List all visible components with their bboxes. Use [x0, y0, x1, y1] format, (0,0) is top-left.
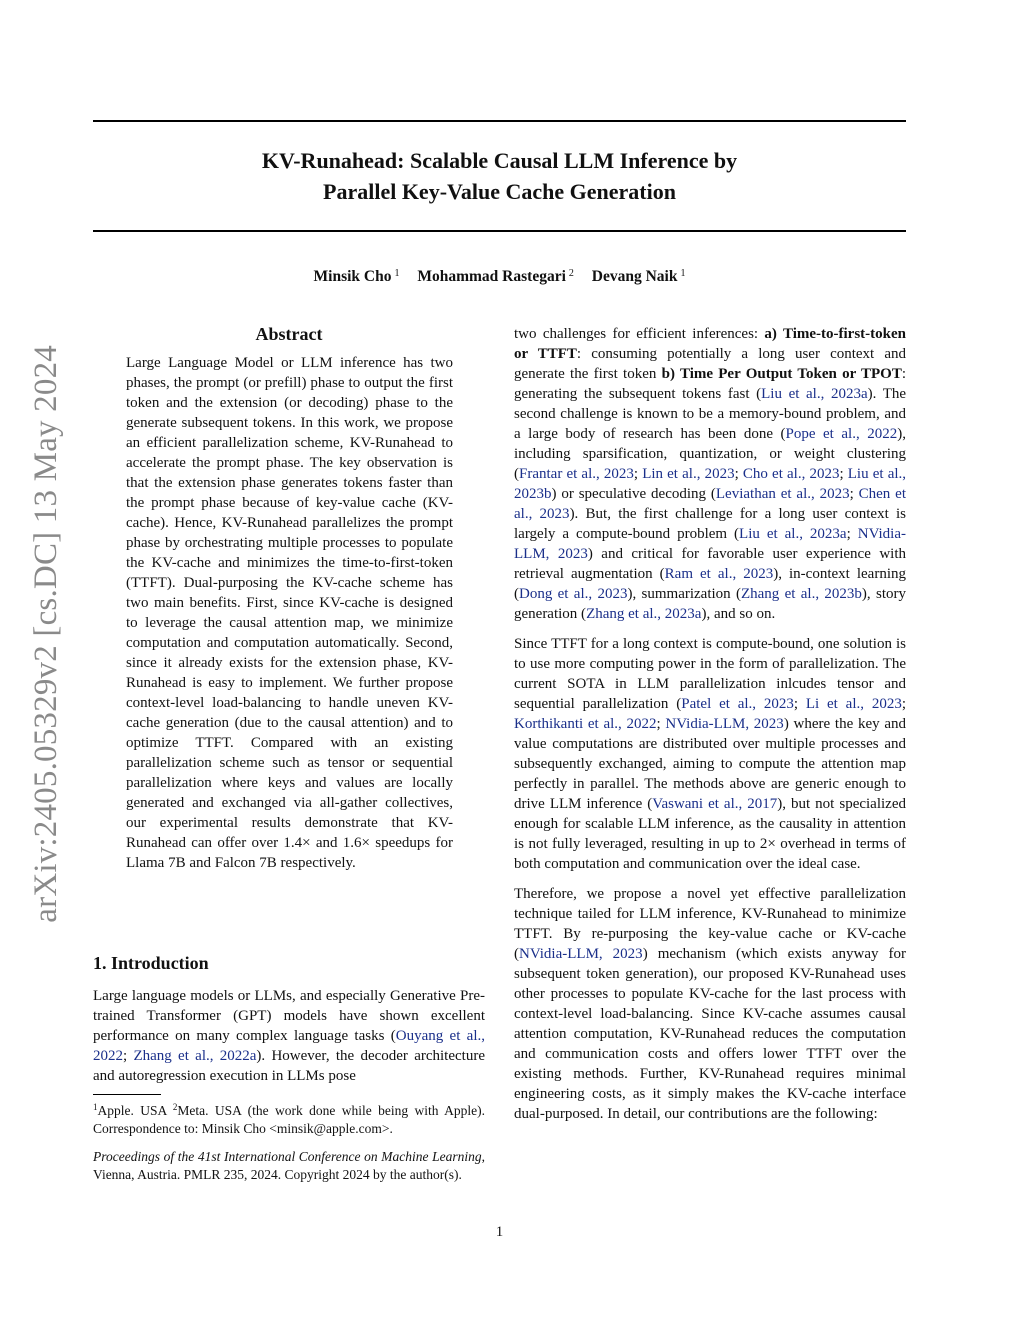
intro-paragraph: Large language models or LLMs, and especially Generative Pre-trained Transformer (GPT) models have shown excellent performance on many complex language tasks (Ouyang et al., 2022; Zhang et al., 2022a). However, the decoder architecture and autoregression execution in LLMs pose	[93, 988, 486, 1084]
right-column	[514, 324, 906, 1134]
citation-link[interactable]: Pope et al., 2022	[785, 426, 898, 442]
footnote-rule	[93, 1094, 161, 1095]
citation-link[interactable]: Cho et al., 2023	[742, 466, 840, 482]
citation-link[interactable]: Zhang et al., 2022a	[133, 1048, 257, 1064]
citation-link[interactable]: Ouyang et al., 2022	[93, 1028, 486, 1064]
title-top-rule	[93, 120, 906, 122]
proceedings-note: Proceedings of the 41st International Conference on Machine Learning, Vienna, Austria. PMLR 235, 2024. Copyright 2024 by the author(s).	[93, 1149, 485, 1182]
citation-link[interactable]: Liu et al., 2023b	[514, 466, 907, 502]
citation-link[interactable]: Vaswani et al., 2017	[652, 796, 778, 812]
author: Mohammad Rastegari $^2$	[417, 268, 574, 285]
citation-link[interactable]: Leviathan et al., 2023	[715, 486, 850, 502]
section-heading-introduction: 1. Introduction	[93, 953, 209, 973]
citation-link[interactable]: Chen et al., 2023	[514, 486, 906, 522]
citation-link[interactable]: NVidia-LLM, 2023	[514, 526, 906, 562]
title-bottom-rule	[93, 230, 906, 232]
citation-link[interactable]: Patel et al., 2023	[681, 696, 794, 712]
author-list	[93, 263, 906, 288]
paper-title: KV-Runahead: Scalable Causal LLM Inference by Parallel Key-Value Cache Generation	[261, 148, 738, 204]
paragraph: two challenges for efficient inferences: a) Time-to-first-token or TTFT: consuming potentially a long user context and generate the first token b) Time Per Output Token or TPOT: generating the subsequent tokens fast (Liu et al., 2023a). The second challenge is known to be a memory-bound problem, and a large body of research has been done (Pope et al., 2022), including sparsification, quantization, or weight clustering (Frantar et al., 2023; Lin et al., 2023; Cho et al., 2023; Liu et al., 2023b) or speculative decoding (Leviathan et al., 2023; Chen et al., 2023). But, the first challenge for a long user context is largely a compute-bound problem (Liu et al., 2023a; NVidia-LLM, 2023) and critical for favorable user experience with retrieval augmentation (Ram et al., 2023), in-context learning (Dong et al., 2023), summarization (Zhang et al., 2023b), story generation (Zhang et al., 2023a), and so on.	[514, 326, 907, 622]
paragraph: Since TTFT for a long context is compute-bound, one solution is to use more computing power in the form of parallelization. The current SOTA in LLM parallelization inlcudes tensor and sequential parallelization (Patel et al., 2023; Li et al., 2023; Korthikanti et al., 2022; NVidia-LLM, 2023) where the key and value computations are distributed over multiple processes and subsequently exchanged, aiming to compute the attention map perfectly in parallel. The methods above are generic enough to drive LLM inference (Vaswani et al., 2017), but not specialized enough for scalable LLM inference, as the causality in attention is not fully leveraged, resulting in up to 2× overhead in terms of both computation and communication over the ideal case.	[514, 636, 907, 872]
citation-link[interactable]: NVidia-LLM, 2023	[665, 716, 784, 732]
citation-link[interactable]: Lin et al., 2023	[642, 466, 735, 482]
author: Minsik Cho $^1$	[313, 268, 400, 285]
citation-link[interactable]: Zhang et al., 2023a	[586, 606, 702, 622]
citation-link[interactable]: Liu et al., 2023a	[761, 386, 868, 402]
citation-link[interactable]: Li et al., 2023	[805, 696, 902, 712]
arxiv-watermark: arXiv:2405.05329v2 [cs.DC] 13 May 2024	[27, 345, 64, 923]
citation-link[interactable]: Ram et al., 2023	[664, 566, 774, 582]
abstract-text: Large Language Model or LLM inference has two phases, the prompt (or prefill) phase to output the first token and the extension (or decoding) phase to the generate subsequent tokens. In this work, we propose an efficient parallelization scheme, KV-Runahead to accelerate the prompt phase. The key observation is that the extension phase generates tokens faster than the prompt phase because of key-value cache (KV-cache). Hence, KV-Runahead parallelizes the prompt phase by orchestrating multiple processes to populate the KV-cache and minimizes the time-to-first-token (TTFT). Dual-purposing the KV-cache scheme has two main benefits. First, since KV-cache is designed to leverage the causal attention map, we minimize computation and computation automatically. Second, since it already exists for the extension phase, KV-Runahead is easy to implement. We further propose context-level load-balancing to handle uneven KV-cache generation (due to the causal attention) and to optimize TTFT. Compared with an existing parallelization scheme such as tensor or sequential parallelization where keys and values are locally generated and exchanged via all-gather collectives, our experimental results demonstrate that KV-Runahead can offer over 1.4× and 1.6× speedups for Llama 7B and Falcon 7B respectively.	[126, 355, 453, 871]
citation-link[interactable]: Frantar et al., 2023	[519, 466, 634, 482]
paragraph: Therefore, we propose a novel yet effective parallelization technique tailed for LLM inference, KV-Runahead to minimize TTFT. By re-purposing the key-value cache or KV-cache (NVidia-LLM, 2023) mechanism (which exists anyway for subsequent token generation), our proposed KV-Runahead uses other processes to populate KV-cache for the last process with context-level load-balancing. Since KV-cache assumes causal attention computation, KV-Runahead reduces the computation and communication costs and offers lower TTFT over the existing methods. Further, KV-Runahead requires minimal engineering costs, as it simply makes the KV-cache interface dual-purposed. In detail, our contributions are the following:	[514, 886, 906, 1122]
abstract-heading: Abstract	[255, 324, 323, 344]
page-number: 1	[495, 1224, 504, 1240]
citation-link[interactable]: Liu et al., 2023a	[739, 526, 847, 542]
author: Devang Naik $^1$	[591, 268, 686, 285]
citation-link[interactable]: NVidia-LLM, 2023	[519, 946, 643, 962]
affiliation-footnote: $^1$Apple. USA $^2$Meta. USA (the work done while being with Apple). Correspondence to: Minsik Cho <minsik@apple.com>.	[93, 1102, 485, 1136]
citation-link[interactable]: Korthikanti et al., 2022	[514, 716, 657, 732]
citation-link[interactable]: Zhang et al., 2023b	[740, 586, 862, 602]
citation-link[interactable]: Dong et al., 2023	[519, 586, 628, 602]
